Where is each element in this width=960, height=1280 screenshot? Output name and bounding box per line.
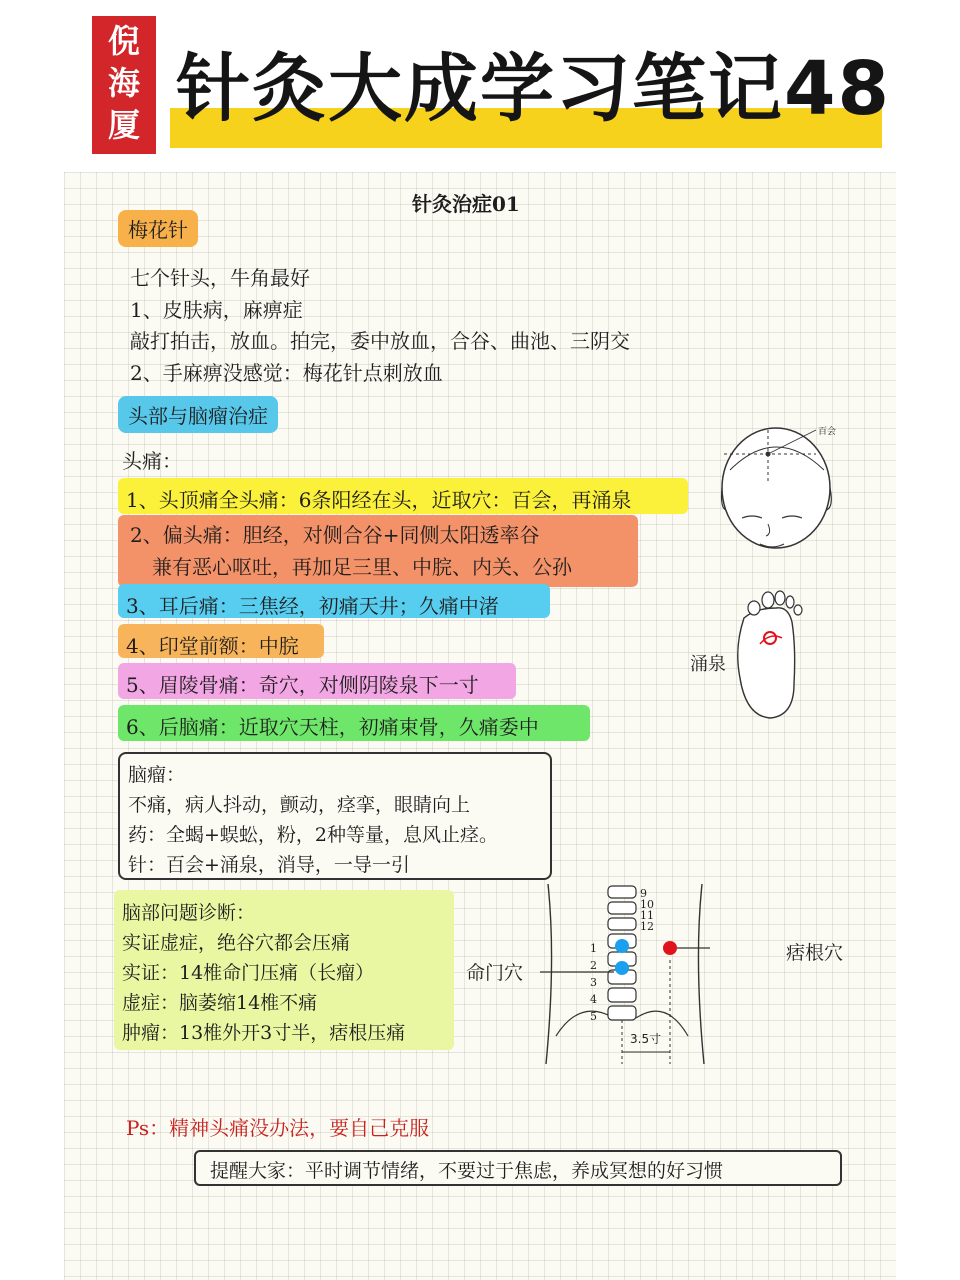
plum-line-4: 2、手麻痹没感觉：梅花针点刺放血 [130,361,443,385]
diagnosis-line-5: 肿瘤：13椎外开3寸半，痞根压痛 [122,1022,406,1044]
vertebra-number: 11 [640,909,654,922]
foot-label-yongquan: 涌泉 [690,654,726,675]
headache-item-2 [118,515,638,587]
headache-item-6: 6、后脑痛：近取穴天柱，初痛束骨，久痛委中 [118,705,590,741]
tumor-line-2: 不痛，病人抖动，颤动，痉挛，眼睛向上 [128,794,471,816]
tumor-line-4: 针：百会+涌泉，消导，一导一引 [128,854,410,876]
spine-illustration [540,880,710,1066]
brain-tumor-box [118,752,552,880]
section-tag-plum-needle: 梅花针 [118,210,198,247]
tumor-line-3: 药：全蝎+蜈蚣，粉，2种等量，息风止痉。 [128,824,499,846]
spine-distance-label: 3.5寸 [630,1032,662,1046]
label-mingmen: 命门穴 [466,962,524,984]
note-heading: 针灸治症01 [412,192,520,216]
foot-illustration [730,588,806,724]
headache-item-5: 5、眉陵骨痛：奇穴，对侧阴陵泉下一寸 [118,663,516,699]
vertebra-number: 1 [590,942,597,955]
plum-line-2: 1、皮肤病，麻痹症 [130,298,303,322]
diagnosis-line-1: 脑部问题诊断： [122,902,256,924]
section-tag-head: 头部与脑瘤治症 [118,396,278,433]
vertebra-number: 3 [590,976,597,989]
vertebra-number: 10 [640,898,654,911]
plum-line-1: 七个针头，牛角最好 [130,266,310,290]
headache-item-2-line-1: 2、偏头痛：胆经，对侧合谷+同侧太阳透率谷 [130,523,540,547]
vertebra-numbers-left [590,940,597,1025]
brain-diagnosis-box [114,890,454,1050]
diagnosis-line-4: 虚症：脑萎缩14椎不痛 [122,992,318,1014]
headache-item-2-line-2: 兼有恶心呕吐，再加足三里、中脘、内关、公孙 [152,555,572,579]
vertebra-number: 12 [640,920,654,933]
vertebra-number: 9 [640,887,647,900]
ps-note: Ps：精神头痛没办法，要自己克服 [126,1116,430,1140]
author-char-3: 厦 [107,106,140,144]
tumor-line-1: 脑瘤： [128,764,186,786]
plum-line-3: 敲打拍击，放血。拍完，委中放血，合谷、曲池、三阴交 [130,329,630,353]
vertebra-number: 5 [590,1010,597,1023]
author-char-2: 海 [107,64,140,102]
vertebra-number: 2 [590,959,597,972]
author-char-1: 倪 [107,22,140,60]
head-illustration [712,418,852,560]
vertebra-numbers-right [640,888,654,932]
diagnosis-line-3: 实证：14椎命门压痛（长瘤） [122,962,375,984]
vertebra-number: 4 [590,993,597,1006]
headache-item-1: 1、头顶痛全头痛：6条阳经在头，近取穴：百会，再涌泉 [118,478,688,514]
author-tag [92,16,156,154]
header [0,0,960,170]
headache-item-3: 3、耳后痛：三焦经，初痛天井；久痛中渚 [118,584,550,618]
head-label-baihui: 百会 [818,427,837,437]
page-title: 针灸大成学习笔记48 [176,46,891,132]
label-pigen: 痞根穴 [786,942,844,964]
headache-item-4: 4、印堂前额：中脘 [118,624,324,658]
diagnosis-line-2: 实证虚症，绝谷穴都会压痛 [122,932,351,954]
reminder-box: 提醒大家：平时调节情绪，不要过于焦虑，养成冥想的好习惯 [194,1150,842,1186]
headache-subheading: 头痛： [122,449,182,473]
